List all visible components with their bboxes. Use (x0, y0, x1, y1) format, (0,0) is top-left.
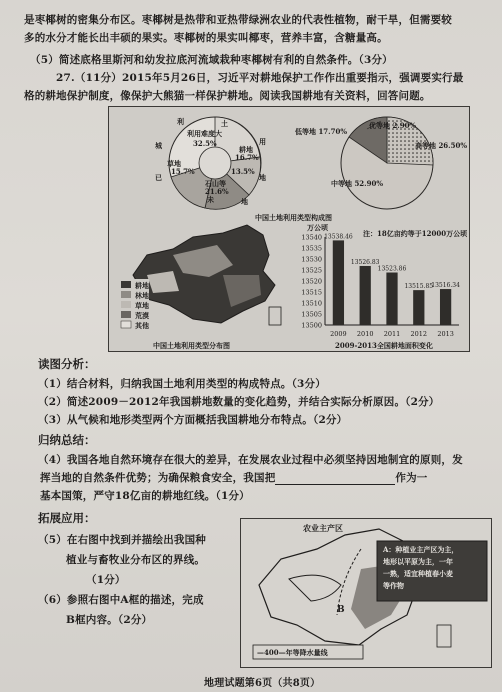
question-6-line-1: （6）参照右图中A框的描述，完成 (38, 594, 204, 606)
pie1-label-c: 城 (155, 141, 162, 150)
question-5-line-1: （5）在右图中找到并描绘出我国种 (38, 534, 207, 546)
a-box-line-2: 地形以平原为主，一年 (383, 557, 453, 566)
chart-x-tick: 2010 (356, 330, 374, 338)
chart-ylabel: 万公顷 (307, 223, 328, 232)
chart-bar-label: 13516.34 (431, 282, 460, 290)
chart-y-tick: 13535 (301, 244, 322, 253)
chart-y-tick: 13525 (301, 266, 322, 275)
question-5-line-3: （1分） (86, 574, 126, 586)
pie1-label-d: 已 (155, 173, 162, 182)
pie1-cat-5: 石山等 (205, 179, 226, 188)
question-1: （1）结合材料，归纳我国土地利用类型的构成特点。（3分） (38, 378, 326, 390)
pie2-label-best: 优等地 2.90% (369, 121, 417, 130)
chart-bar (440, 289, 451, 325)
chart-y-tick: 13530 (301, 255, 322, 264)
chart-bar-label: 13515.85 (404, 283, 434, 291)
question-4-line-1: （4）我国各地自然环境存在很大的差异，在发展农业过程中必须坚持因地制宜的原则，发 (38, 454, 463, 466)
agriculture-map-title: 农业主产区 (303, 523, 343, 533)
pie1-cat-2: 耕地 (239, 145, 253, 154)
farmland-bar-chart (293, 229, 468, 343)
chart-x-tick: 2013 (437, 330, 454, 338)
map-caption: 中国土地利用类型分布图 (153, 341, 230, 350)
map-legend-4: 荒漠 (135, 311, 149, 320)
chart-caption: 2009-2013全国耕地面积变化 (335, 341, 433, 350)
pie1-val-1: 32.5% (193, 139, 217, 148)
chart-bar (386, 273, 397, 325)
rainfall-legend: —400—年等降水量线 (257, 648, 328, 657)
chart-y-tick: 13540 (301, 233, 322, 242)
analysis-title: 读图分析： (38, 357, 96, 371)
pie1-cat-1: 利用难度大 (187, 129, 222, 138)
chart-x-tick: 2011 (383, 330, 401, 338)
question-6-line-2: B框内容。（2分） (66, 614, 153, 626)
pie1-label-e: 未 (207, 195, 214, 204)
page-footer: 地理试题第6页（共8页） (204, 678, 321, 689)
chart-note: 注：18亿亩约等于12000万公顷 (363, 229, 468, 238)
map-legend-3: 草地 (135, 301, 149, 310)
chart-y-tick: 13520 (301, 277, 322, 286)
chart-bar-label: 13523.86 (377, 265, 407, 273)
answer-blank[interactable] (275, 475, 395, 485)
pie1-val-4: 13.5% (231, 167, 255, 176)
question-3: （3）从气候和地形类型两个方面概括我国耕地分布特点。（2分） (38, 414, 348, 426)
apply-title: 拓展应用： (38, 511, 96, 525)
b-box-label: B (337, 605, 345, 615)
passage-line-1: 是枣椰树的密集分布区。枣椰树是热带和亚热带绿洲农业的代表性植物，耐干旱，但需要较 (24, 14, 452, 26)
question-4-line-2: 挥当地的自然条件优势；为确保粮食安全，我国把 作为一 (40, 472, 428, 484)
pie2-label-low: 低等地 17.70% (295, 127, 348, 136)
chart-bar-label: 13526.83 (350, 258, 380, 266)
chart-y-tick: 13500 (301, 321, 322, 330)
a-box-line-4: 等作物 (383, 581, 404, 590)
pie1-label-f: 用 (259, 137, 266, 146)
pie1-val-5: 21.6% (205, 187, 229, 196)
question-5: （5）简述底格里斯河和幼发拉底河流域栽种枣椰树有利的自然条件。（3分） (30, 54, 393, 66)
figure-panel (108, 106, 470, 352)
map-legend-1: 耕地 (135, 281, 149, 290)
question-27: 27.（11分）2015年5月26日，习近平对耕地保护工作作出重要指示，强调要实行最 (56, 72, 464, 84)
chart-y-tick: 13515 (301, 288, 322, 297)
chart-bar (413, 290, 424, 325)
agriculture-map (240, 518, 492, 668)
question-4-line-3: 基本国策，严守18亿亩的耕地红线。（1分） (40, 490, 250, 502)
chart-bar-label: 13538.46 (324, 233, 353, 241)
pie1-label-g: 地 (259, 173, 266, 182)
land-use-pie (145, 111, 285, 215)
summary-title: 归纳总结： (38, 433, 96, 447)
passage-line-5: 格的耕地保护制度，像保护大熊猫一样保护耕地。阅读我国耕地有关资料，回答问题。 (24, 90, 431, 102)
chart-bar (360, 266, 371, 325)
chart-x-tick: 2012 (410, 330, 428, 338)
chart-y-tick: 13510 (301, 299, 322, 308)
pie1-val-2: 16.7% (235, 153, 259, 162)
a-box-line-1: A：种植业主产区为主， (383, 545, 459, 554)
pie1-caption: 中国土地利用类型构成图 (255, 213, 332, 222)
pie2-label-mid: 中等地 52.90% (331, 179, 384, 188)
map-legend-2: 林地 (135, 291, 149, 300)
pie1-cat-3: 草地 (167, 159, 181, 168)
question-5-line-2: 植业与畜牧业分布区的界线。 (66, 554, 206, 566)
map-legend-5: 其他 (135, 321, 149, 330)
question-2: （2）简述2009－2012年我国耕地数量的变化趋势，并结合实际分析原因。（2分） (38, 396, 440, 408)
agriculture-map-svg (241, 519, 491, 667)
pie2-label-high: 高等地 26.50% (415, 141, 468, 150)
pie1-label-h: 地 (241, 197, 248, 206)
a-box-line-3: 一熟，适宜种植春小麦 (383, 569, 453, 578)
chart-bar (333, 240, 344, 325)
pie1-label-a: 利 (177, 117, 184, 126)
pie1-label-b: 土 (221, 119, 228, 128)
chart-y-tick: 13505 (301, 310, 322, 319)
passage-line-2: 多的水分才能长出丰硕的果实。枣椰树的果实叫椰枣，营养丰富，含糖量高。 (24, 32, 388, 44)
pie1-val-3: 15.7% (171, 167, 195, 176)
chart-x-tick: 2009 (330, 330, 347, 338)
